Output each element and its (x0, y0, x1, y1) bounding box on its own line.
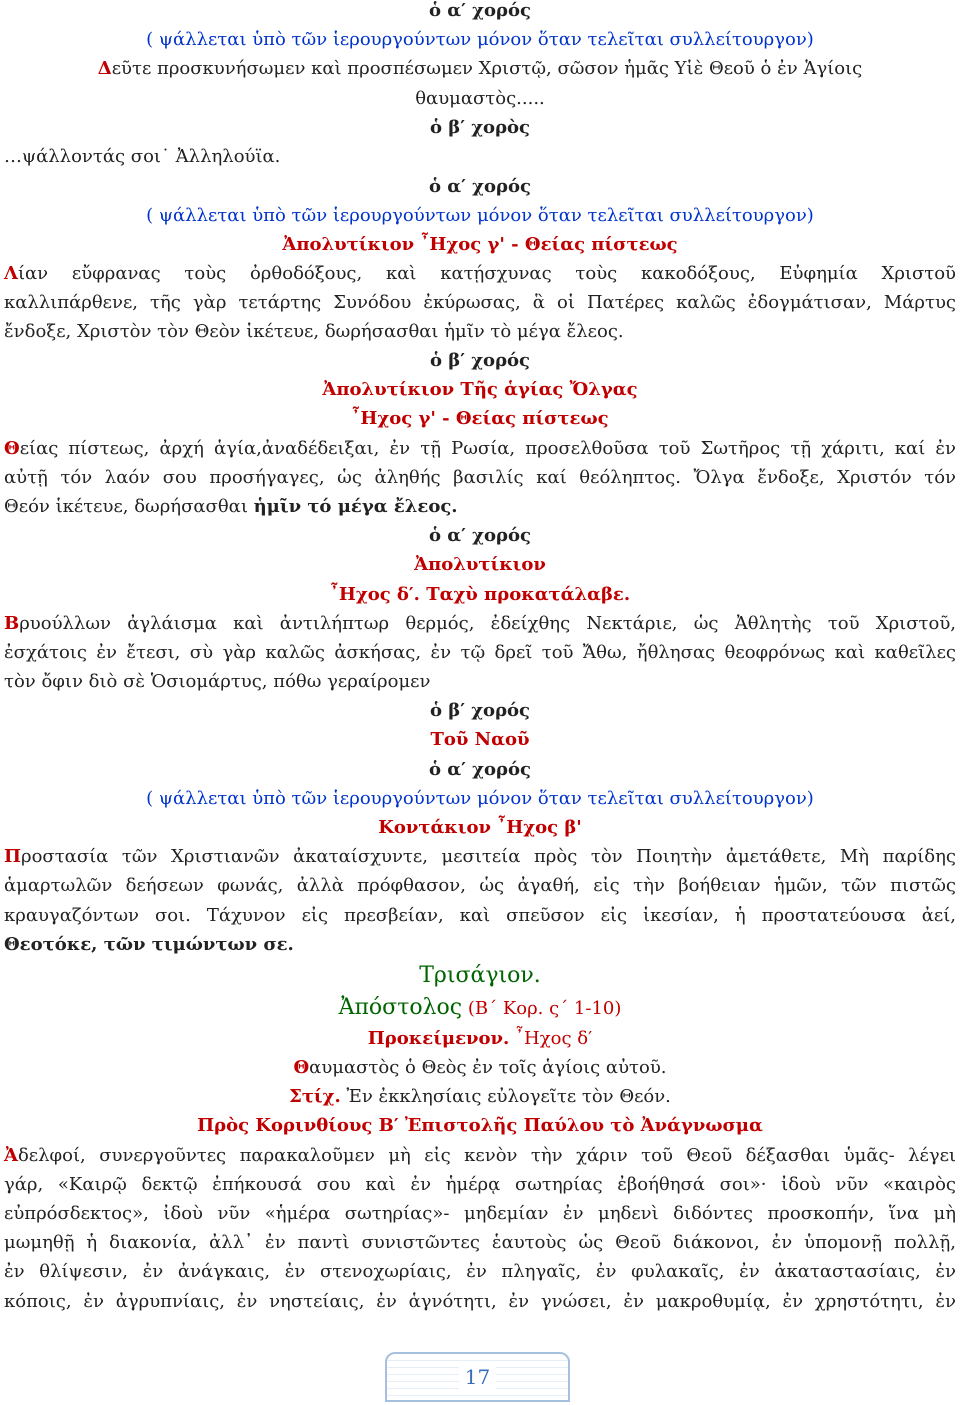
page-number-box (385, 1352, 570, 1402)
hymn-text: Θεόν ἱκέτευε, δωρήσασθαι (4, 496, 254, 517)
hymn-line: ἔνδοξε, Χριστὸν τὸν Θεὸν ἱκέτευε, δωρήσασθαι ἡμῖν τὸ μέγα ἔλεος. (4, 321, 624, 342)
hymn-tone: ῏Ηχος γ' - Θείας πίστεως (351, 408, 609, 429)
reading-line: κόποις, ἐν ἀγρυπνίαις, ἐν νηστείαις, ἐν ἁγνότητι, ἐν γνώσει, ἐν μακροθυμίᾳ, ἐν χρηστότητι, ἐν (4, 1291, 956, 1312)
verse-line (4, 1055, 956, 1083)
choir-heading: ὁ α′ χορός (429, 176, 531, 197)
choir-heading: ὁ α′ χορός (429, 0, 531, 21)
rubric-note: ( ψάλλεται ὑπὸ τῶν ἱερουργούντων μόνον ὅταν τελεῖται συλλείτουργον) (146, 29, 814, 50)
hymn-title: Κοντάκιον ῏Ηχος β' (378, 817, 582, 838)
reading-line: εὐπρόσδεκτος», ἰδοὺ νῦν «ἡμέρα σωτηρίας»- μηδεμίαν ἐν μηδενὶ διδόντες προσκοπήν, ἵνα μὴ (4, 1203, 956, 1224)
reading-line (4, 1143, 956, 1171)
hymn-title: Ἀπολυτίκιον Τῆς ἁγίας Ὄλγας (322, 379, 638, 400)
choir-heading: ὁ α′ χορός (429, 525, 531, 546)
hymn-line (4, 844, 956, 872)
hymn-text: είας πίστεως, ἀρχή ἁγία,ἀναδέδειξαι, ἐν τῇ Ρωσία, προσελθοῦσα τοῦ Σωτῆρος τῇ χάριτι, καί ἐν (19, 438, 956, 459)
verse-text: αυμαστὸς ὁ Θεὸς ἐν τοῖς ἁγίοις αὐτοῦ. (309, 1057, 667, 1078)
verse-label: Στίχ. (289, 1086, 341, 1107)
drop-initial: Λ (4, 263, 18, 284)
hymn-line: …ψάλλοντάς σοι˙ Ἀλληλούϊα. (4, 146, 281, 167)
hymn-line (4, 611, 956, 639)
drop-initial: Β (4, 613, 20, 634)
rubric-note: ( ψάλλεται ὑπὸ τῶν ἱερουργούντων μόνον ὅταν τελεῖται συλλείτουργον) (146, 788, 814, 809)
section-title: Τρισάγιον. (419, 963, 541, 988)
hymn-title: Τοῦ Ναοῦ (430, 729, 530, 750)
choir-heading: ὁ β′ χορὸς (429, 117, 531, 138)
choir-heading: ὁ β′ χορός (429, 700, 531, 721)
rubric-note: ( ψάλλεται ὑπὸ τῶν ἱερουργούντων μόνον ὅταν τελεῖται συλλείτουργον) (146, 205, 814, 226)
hymn-line: κραυγαζόντων σοι. Τάχυνον εἰς πρεσβείαν, καὶ σπεῦσον εἰς ἱκεσίαν, ἡ προστατεύουσα ἀεί, (4, 905, 956, 926)
reading-line: μωμηθῇ ἡ διακονία, ἀλλ᾽ ἐν παντὶ συνιστῶντες ἑαυτοὺς ὡς Θεοῦ διάκονοι, ἐν ὑπομονῇ πολλῇ, (4, 1232, 956, 1253)
reading-line: γάρ, «Καιρῷ δεκτῷ ἐπήκουσά σου καὶ ἐν ἡμέρᾳ σωτηρίας ἐβοήθησά σοι»· ἰδοὺ νῦν «καιρὸς (4, 1174, 956, 1195)
drop-initial: Θ (293, 1057, 310, 1078)
page-number: 17 (459, 1365, 496, 1389)
hymn-line: τὸν ὄφιν διὸ σὲ Ὁσιομάρτυς, πόθω γεραίρομεν (4, 671, 431, 692)
hymn-text: ρυούλλων ἀγλάισμα καὶ ἀντιλήπτωρ θερμός, ἐδείχθης Νεκτάριε, ὡς Ἀθλητὴς τοῦ Χριστοῦ, (19, 613, 956, 634)
drop-initial: Θ (4, 438, 20, 459)
verse-line (4, 1084, 956, 1112)
hymn-title: Ἀπολυτίκιον ῏Ηχος γ' - Θείας πίστεως (282, 234, 678, 255)
reading-line: ἐν θλίψεσιν, ἐν ἀνάγκαις, ἐν στενοχωρίαις, ἐν πληγαῖς, ἐν φυλακαῖς, ἐν ἀκαταστασίαις, ἐν (4, 1261, 956, 1282)
hymn-text: εῦτε προσκυνήσωμεν καὶ προσπέσωμεν Χριστῷ, σῶσον ἡμᾶς Υἱὲ Θεοῦ ὁ ἐν Ἁγίοις (111, 58, 863, 79)
hymn-text: ροστασία τῶν Χριστιανῶν ἀκαταίσχυντε, μεσιτεία πρὸς τὸν Ποιητὴν ἀμετάθετε, Μὴ παρίδης (21, 846, 956, 867)
drop-initial: Δ (97, 58, 112, 79)
verse-text: Ἐν ἐκκλησίαις εὐλογεῖτε τὸν Θεόν. (340, 1086, 671, 1107)
hymn-title: Ἀπολυτίκιον (414, 554, 546, 575)
choir-heading: ὁ α′ χορός (429, 759, 531, 780)
section-title: Ἀπόστολος (338, 995, 463, 1020)
hymn-line: θαυμαστὸς..... (415, 88, 545, 109)
hymn-line: καλλιπάρθενε, τῆς γὰρ τετάρτης Συνόδου ἐκύρωσας, ἃ οἱ Πατέρες καλῶς ἐδογμάτισαν, Μάρτυς (4, 292, 956, 313)
prokeimenon-title: Προκείμενον. (367, 1028, 510, 1049)
drop-initial: Π (4, 846, 21, 867)
drop-initial: Ἀ (4, 1145, 18, 1166)
hymn-line (4, 261, 956, 289)
reading-heading (4, 995, 956, 1023)
reading-text: δελφοί, συνεργοῦντες παρακαλοῦμεν μὴ εἰς κενὸν τὴν χάριν τοῦ Θεοῦ δέξασθαι ὑμᾶς- λέγει (17, 1145, 956, 1166)
hymn-line (4, 436, 956, 464)
hymn-text: ίαν εὔφρανας τοὺς ὀρθοδόξους, καὶ κατῄσχυνας τοὺς κακοδόξους, Εὐφημία Χριστοῦ (17, 263, 956, 284)
hymn-line (4, 494, 956, 522)
hymn-tone: ῏Ηχος δ′. Ταχὺ προκατάλαβε. (329, 584, 631, 605)
hymn-ending: ἡμῖν τό μέγα ἔλεος. (253, 496, 458, 517)
reading-title: Πρὸς Κορινθίους Β′ Ἐπιστολῆς Παύλου τὸ Ἀνάγνωσμα (197, 1115, 763, 1136)
hymn-line: ἁμαρτωλῶν δεήσεων φωνάς, ἀλλὰ πρόφθασον, ὡς ἀγαθή, εἰς τὴν βοήθειαν ἡμῶν, τῶν πιστῶς (4, 875, 956, 896)
choir-heading: ὁ β′ χορός (429, 350, 531, 371)
hymn-line: αὐτῇ τόν λαόν σου προσήγαγες, ὡς ἀληθής βασιλίς καί θεόληπτος. Ὄλγα ἔνδοξε, Χριστόν τόν (4, 467, 956, 488)
hymn-ending: Θεοτόκε, τῶν τιμώντων σε. (4, 934, 294, 955)
hymn-line (4, 56, 956, 84)
prokeimenon-heading (4, 1026, 956, 1054)
reading-reference: (Β΄ Κορ. ς΄ 1-10) (462, 998, 622, 1019)
hymn-line: ἐσχάτοις ἐν ἔτεσι, σὺ γὰρ καλῶς ἀσκήσας, ἐν τῷ δρεῖ τοῦ Ἄθω, ἤθλησας θεοφρόνως καὶ καθεῖλες (4, 642, 956, 663)
prokeimenon-tone: ῏Ηχος δ′ (509, 1028, 593, 1049)
